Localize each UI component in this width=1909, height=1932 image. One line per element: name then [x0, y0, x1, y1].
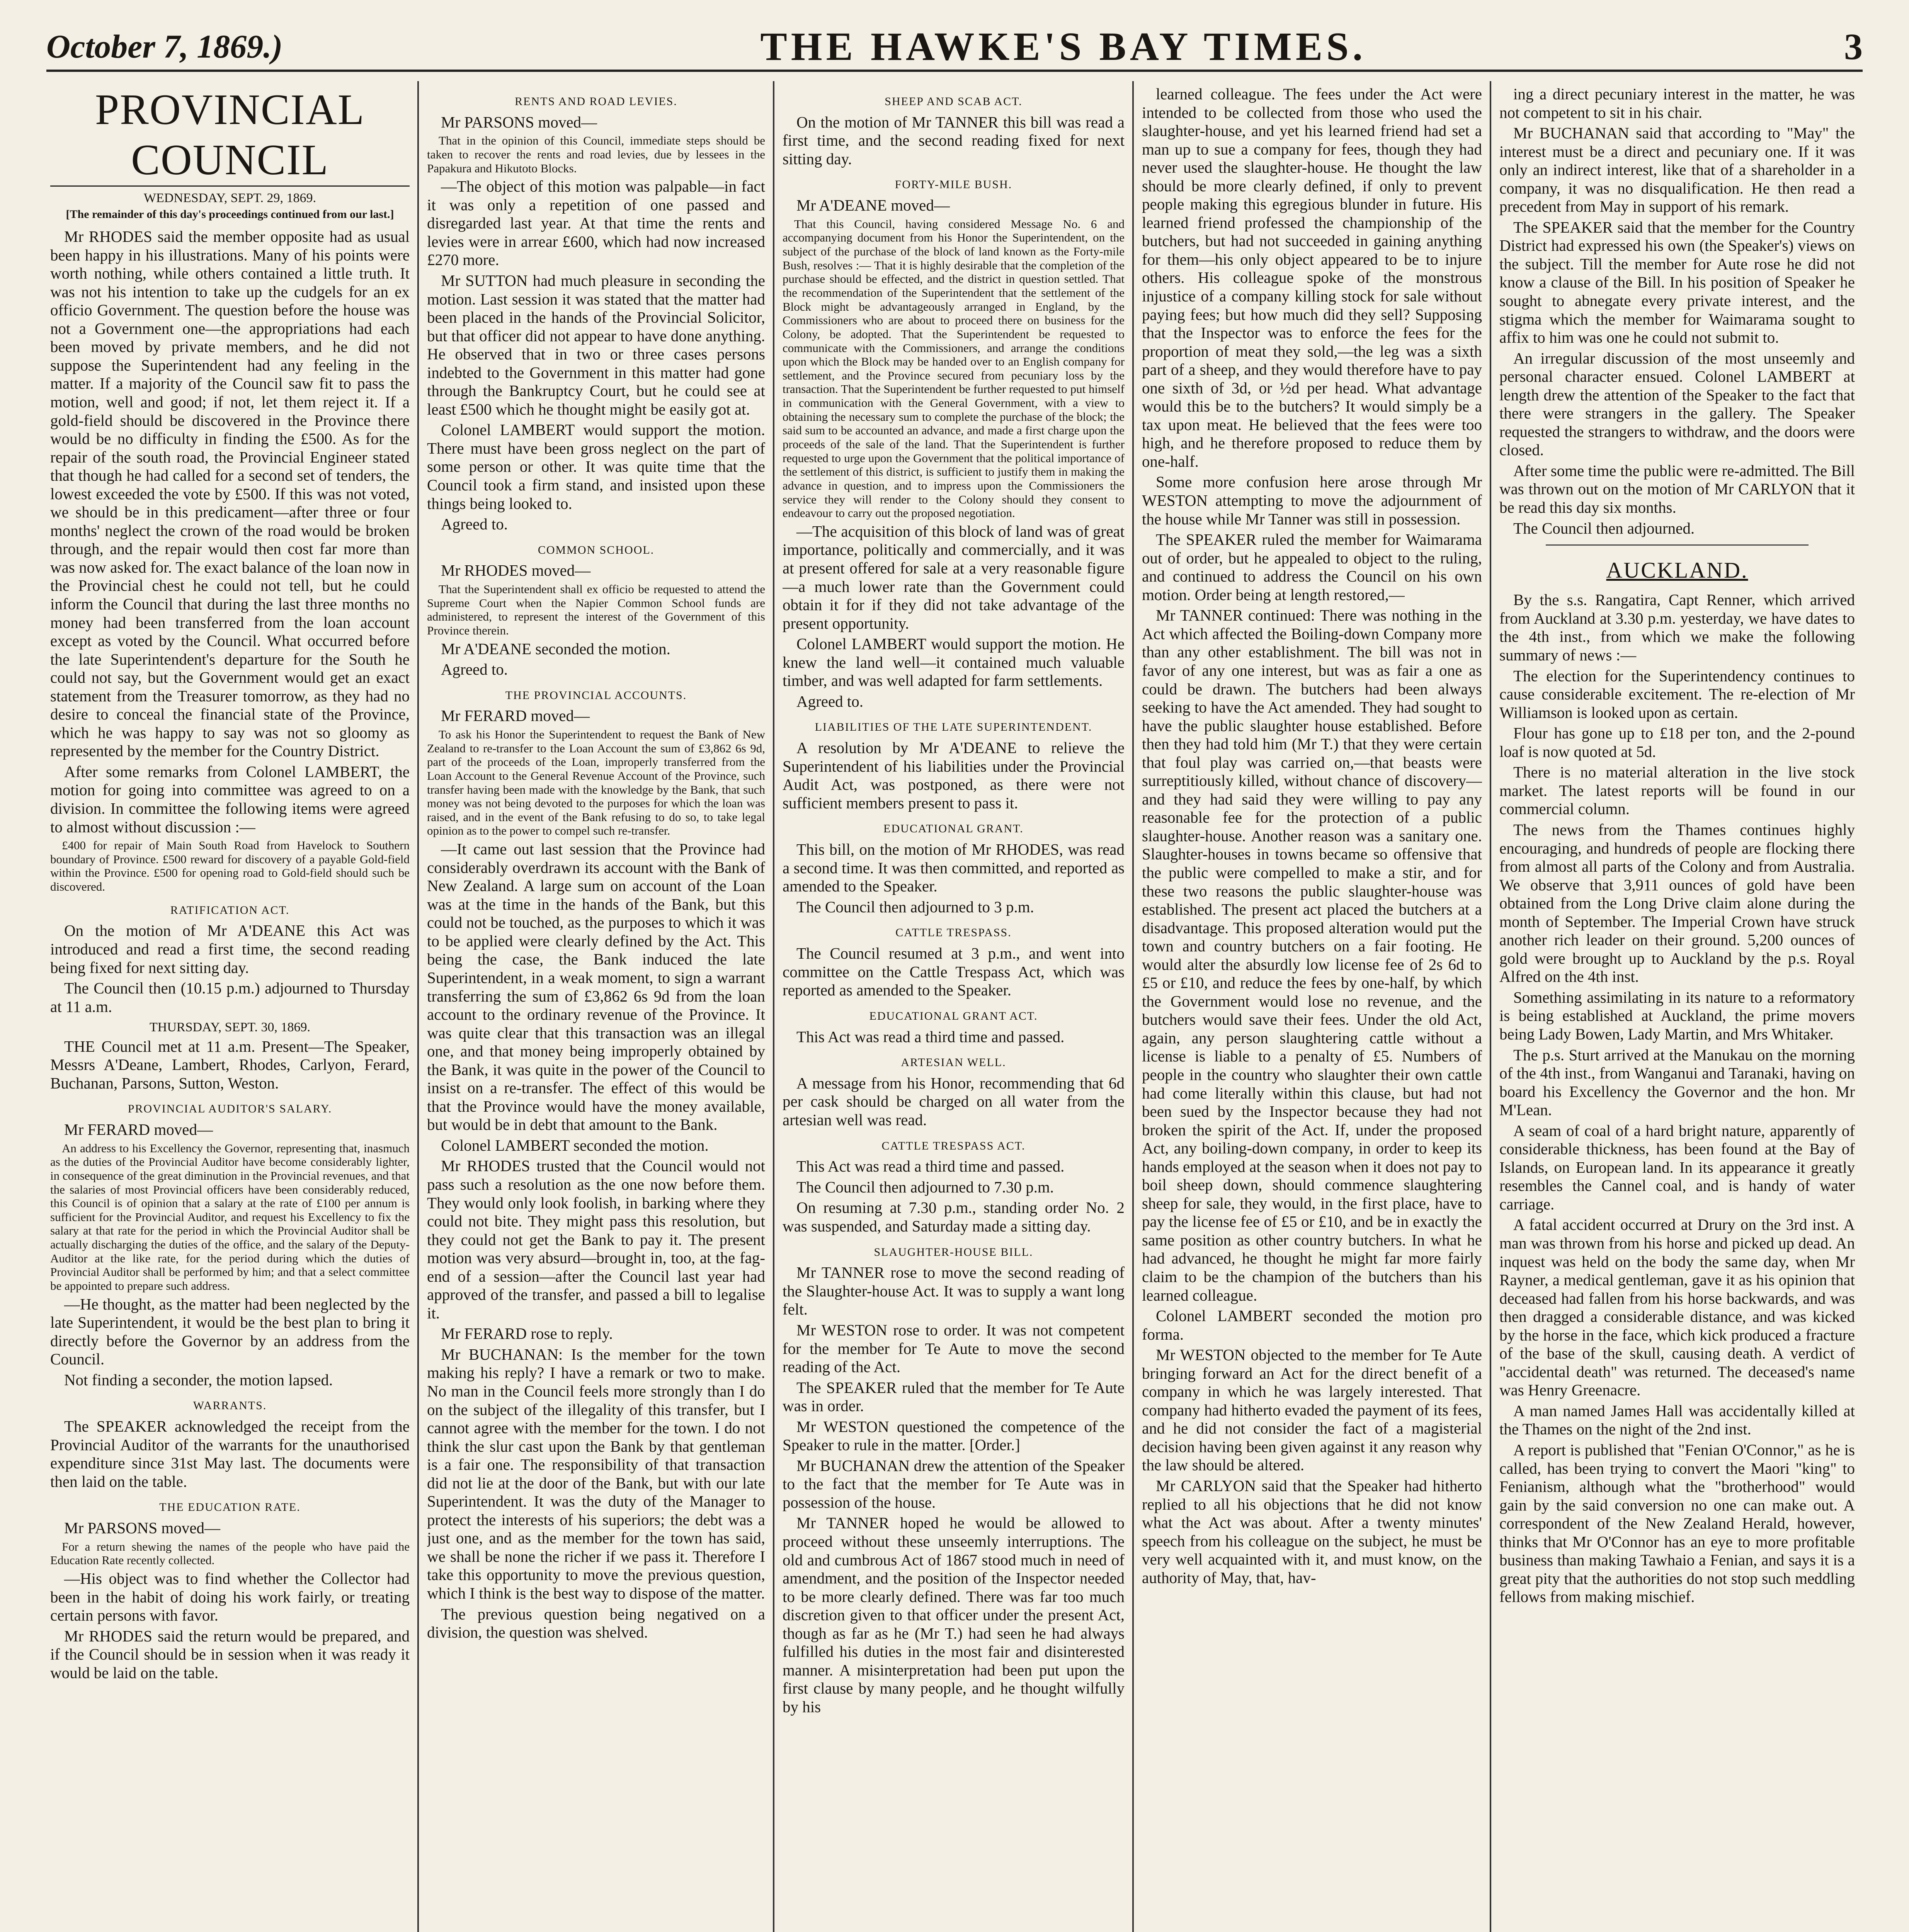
dateline: WEDNESDAY, SEPT. 29, 1869. [143, 190, 316, 205]
mover: Mr PARSONS moved— [441, 113, 597, 131]
column-2 [427, 85, 765, 1932]
subheading: LIABILITIES OF THE LATE SUPERINTENDENT. [815, 721, 1092, 734]
column-rule [1490, 81, 1491, 1932]
mover: Mr A'DEANE moved— [796, 196, 950, 214]
paragraph: —He thought, as the matter had been neglected by the late Superintendent, it would be the best plan to bring it directly before the Governor by an address from the Council. [50, 1295, 410, 1368]
paragraph: This Act was read a third time and passed. [796, 1157, 1065, 1175]
column-rule [417, 81, 419, 1932]
column-5 [1499, 85, 1855, 1932]
paragraph: Agreed to. [441, 515, 508, 533]
paragraph: The Council then adjourned to 3 p.m. [796, 898, 1034, 916]
paragraph: Mr TANNER rose to move the second reading of the Slaughter-house Act. It was to supply a want long felt. [783, 1264, 1125, 1318]
paragraph: Mr TANNER continued: There was nothing in the Act which affected the Boiling-down Company more than any other establishment. The bill was not in favor of any one interest, but was as fair a one as could be drawn. The butchers had been always seeking to have the Act amended. They had sought to have the public slaughter house established. Before then they had told him (Mr T.) that they were certain that foul play was carried on,—that beasts were surreptitiously killed, without chance of discovery—and they had said they were willing to pay any reasonable fee for the protection of a public slaughter-house. Another reason was a sanitary one. Slaughter-houses in towns became so offensive that the public were compelled to make a stir, and for these two reasons the public slaughter-house was established. The present act placed the butchers at a disadvantage. This proposed alteration would put the town and country butchers on a fair footing. He would alter the absurdly low license fee of 2s 6d to £5 or £10, and reduce the fees by one-half, by which the Government would lose no revenue, and the butchers would save their fees. Under the old Act, again, any person slaughtering cattle without a license is liable to a penalty of £5. Numbers of people in the country who slaughter their own cattle had come literally within this clause, but had not been sued by the Inspector because they had not broken the spirit of the Act. If, under the proposed Act, any boiling-down company, in order to keep its hands employed at the season when it does not pay to boil sheep down, should commence slaughtering sheep for sale, they would, in the first place, have to pay the license fee of £5 or £10, and be in exactly the same position as other country butchers. In what he had advanced, he thought he might far more fairly claim to be the champion of the butchers than his learned colleague. [1142, 606, 1482, 1304]
paragraph: There is no material alteration in the live stock market. The latest reports will be found in our commercial column. [1499, 763, 1855, 818]
paragraph: Mr RHODES said the member opposite had as usual been happy in his illustrations. Many of his points were worth nothing, while others contained a little truth. It was not his intention to take up the cudgels for an ex officio Government. The question before the house was not a Government one—the appropriations had each been moved by private members, and he did not suppose the Superintendent had any feeling in the matter. If a majority of the Council saw fit to pass the motion, well and good; if not, let them reject it. If a gold-field should be discovered in the Province there would be no difficulty in finding the £500. As for the repair of the south road, the Provincial Engineer stated that though he had called for a second set of tenders, the lowest exceeded the vote by £500. If this was not voted, we should be in this predicament—after three or four months' neglect the crown of the road would be broken through, and the repair would then cost far more than was now asked for. The exact balance of the loan now in the Provincial chest he could not tell, but he could inform the Council that during the last three months no money had been transferred from the loan account except as voted by the Council. What occurred before the late Superintendent's departure for the South he could not say, but the Government would get an exact statement from the Treasurer tomorrow, as they had no desire to conceal the financial state of the Province, which he was happy to say was not so gloomy as represented by the member for the Country District. [50, 228, 410, 760]
subheading: ARTESIAN WELL. [901, 1056, 1006, 1069]
section-divider [1546, 544, 1809, 546]
motion-text: That the Superintendent shall ex officio be requested to attend the Supreme Court when the Napier Common School funds are administered, to represent the interest of the Government of this Province therein. [427, 582, 765, 637]
paragraph: Mr A'DEANE seconded the motion. [441, 639, 670, 658]
paragraph: Something assimilating in its nature to a reformatory is being established at Auckland, the prime movers being Lady Bowen, Lady Martin, and Mrs Whitaker. [1499, 988, 1855, 1043]
section-heading: PROVINCIAL COUNCIL [50, 85, 410, 187]
section-heading: AUCKLAND. [1606, 558, 1748, 583]
subheading: SHEEP AND SCAB ACT. [885, 95, 1023, 108]
paragraph: The SPEAKER said that the member for the Country District had expressed his own (the Speaker's) views on the subject. Till the member for Aute rose he did not know a clause of the Bill. In his position of Speaker he sought to abnegate every private interest, and the stigma which the member for Waimarama sought to affix to him was one he could not submit to. [1499, 218, 1855, 347]
column-rule [773, 81, 774, 1932]
mover: Mr FERARD moved— [441, 707, 590, 725]
paragraph: Colonel LAMBERT would support the motion. He knew the land well—it contained much valuable timber, and was well adapted for farm settlements. [783, 635, 1125, 690]
paragraph: This bill, on the motion of Mr RHODES, was read a second time. It was then committed, and reported as amended to the Speaker. [783, 840, 1125, 895]
paragraph: Mr TANNER hoped he would be allowed to proceed without these unseemly interruptions. The old and cumbrous Act of 1867 stood much in need of amendment, and the position of the Inspector needed to be more clearly defined. There was far too much discretion given to that officer under the present Act, though as far as he (Mr T.) had seen he had always fulfilled his duties in the most fair and disinterested manner. A misinterpretation had been put upon the first clause by many people, and he thought wilfully by his [783, 1514, 1125, 1716]
paragraph: Flour has gone up to £18 per ton, and the 2-pound loaf is now quoted at 5d. [1499, 724, 1855, 760]
paragraph: Agreed to. [796, 692, 864, 710]
subheading: EDUCATIONAL GRANT. [883, 822, 1024, 835]
paragraph: An irregular discussion of the most unseemly and personal character ensued. Colonel LAMBERT at length drew the attention of the Speaker to the fact that there were strangers in the gallery. The Speaker requested the strangers to withdraw, and the doors were closed. [1499, 349, 1855, 459]
paragraph: The Council resumed at 3 p.m., and went into committee on the Cattle Trespass Act, which was reported as amended to the Speaker. [783, 944, 1125, 999]
paragraph: The Council then (10.15 p.m.) adjourned to Thursday at 11 a.m. [50, 979, 410, 1015]
subheading: FORTY-MILE BUSH. [895, 178, 1012, 191]
paragraph: A report is published that "Fenian O'Connor," as he is called, has been trying to convert the Maori "king" to Fenianism, although what the "brotherhood" would gain by the said conversion no one can make out. A correspondent of the New Zealand Herald, however, thinks that Mr O'Connor has an eye to more profitable business than making Tawhaio a Fenian, and says it is a great pity that the authorities do not stop such meddling fellows from making mischief. [1499, 1441, 1855, 1606]
subheading: WARRANTS. [193, 1399, 267, 1412]
paragraph: A man named James Hall was accidentally killed at the Thames on the night of the 2nd inst. [1499, 1401, 1855, 1438]
paragraph: By the s.s. Rangatira, Capt Renner, which arrived from Auckland at 3.30 p.m. yesterday, we have dates to the 4th inst., from which we make the following summary of news :— [1499, 591, 1855, 664]
motion-text: To ask his Honor the Superintendent to request the Bank of New Zealand to re-transfer to the Loan Account the sum of £3,862 6s 9d, part of the proceeds of the Loan, improperly transferred from the Loan Account to the General Revenue Account of the Province, such transfer having been made with the knowledge by the Bank, that such money was not being devoted to the purposes for which the loan was raised, and in the event of the Bank refusing to do so, to take legal opinion as to the power to compel such re-transfer. [427, 728, 765, 838]
paragraph: A seam of coal of a hard bright nature, apparently of considerable thickness, has been found at the Bay of Islands, on European land. In its appearance it greatly resembles the Cannel coal, and is handy of water carriage. [1499, 1121, 1855, 1213]
motion-text: An address to his Excellency the Governor, representing that, inasmuch as the duties of the Provincial Auditor have become considerably lighter, in consequence of the great diminution in the Provincial revenues, and that the salaries of most Provincial officers have been considerably reduced, this Council is of opinion that a salary at the rate of £100 per annum is sufficient for the Provincial Auditor, and request his Excellency to fix the salary at that rate for the period in which the Provincial Auditor shall be actually discharging the duties of the office, and the salary of the Deputy-Auditor at the like rate, for the period during which the duties of Provincial Auditor shall be performed by him; and that a select committee be appointed to prepare such address. [50, 1141, 410, 1293]
paragraph: —The object of this motion was palpable—in fact it was only a repetition of one passed and disregarded last year. At that time the rents and levies were in arrear £600, which had now increased £270 more. [427, 177, 765, 269]
motion-text: For a return shewing the names of the people who have paid the Education Rate recently collected. [50, 1539, 410, 1567]
paragraph: The previous question being negatived on a division, the question was shelved. [427, 1605, 765, 1641]
paragraph: Colonel LAMBERT seconded the motion pro forma. [1142, 1307, 1482, 1343]
paragraph: The news from the Thames continues highly encouraging, and hundreds of people are flocking there from almost all parts of the Colony and from Australia. We observe that 3,911 ounces of gold have been obtained from the Long Drive claim alone during the month of September. The Imperial Crown have struck another rich leader on their ground. 5,200 ounces of gold were brought up to Auckland by the p.s. Royal Alfred on the 4th inst. [1499, 820, 1855, 986]
issue-date: October 7, 1869.) [46, 28, 283, 65]
column-rule [1132, 81, 1134, 1932]
paragraph: THE Council met at 11 a.m. Present—The Speaker, Messrs A'Deane, Lambert, Rhodes, Carlyon, Ferard, Buchanan, Parsons, Sutton, Weston. [50, 1037, 410, 1092]
paragraph: The SPEAKER ruled the member for Waimarama out of order, but he appealed to object to the ruling, and continued to address the Council on his own motion. Order being at length restored,— [1142, 531, 1482, 604]
paragraph: A fatal accident occurred at Drury on the 3rd inst. A man was thrown from his horse and picked up dead. An inquest was held on the body the same day, when Mr Rayner, a medical gentleman, gave it as his opinion that deceased had fallen from his horse backwards, and was then dragged a considerable distance, and was kicked by the horse in the face, which kick produced a fracture of the base of the skull, causing death. A verdict of "accidental death" was returned. The deceased's name was Henry Greenacre. [1499, 1216, 1855, 1399]
paragraph: On resuming at 7.30 p.m., standing order No. 2 was suspended, and Saturday made a sitting day. [783, 1199, 1125, 1235]
paragraph: A message from his Honor, recommending that 6d per cask should be charged on all water from the artesian well was read. [783, 1074, 1125, 1129]
paragraph: Mr FERARD rose to reply. [441, 1325, 613, 1343]
newspaper-title: THE HAWKE'S BAY TIMES. [760, 24, 1367, 69]
subheading: COMMON SCHOOL. [538, 543, 655, 556]
dateline: THURSDAY, SEPT. 30, 1869. [150, 1020, 310, 1035]
paragraph: After some remarks from Colonel LAMBERT, the motion for going into committee was agreed to on a division. In committee the following items were agreed to almost without discussion :— [50, 762, 410, 836]
paragraph: Mr SUTTON had much pleasure in seconding the motion. Last session it was stated that the matter had been placed in the hands of the Provincial Solicitor, but that officer did not appear to have done anything. He observed that in two or three cases persons indebted to the Government in this matter had gone through the Bankruptcy Court, but he could see at least £500 which he thought might be easily got at. [427, 272, 765, 418]
paragraph: Agreed to. [441, 660, 508, 679]
paragraph: learned colleague. The fees under the Act were intended to be collected from those who used the slaughter-house, and yet his learned friend had set a man up to sue a company for fees, though they had never used the slaughter-house. He thought the law should be more clearly defined, if only to prevent people making this egregious blunder in future. His learned friend professed the championship of the butchers, but had not succeeded in gaining anything for them—his only object appeared to be to injure others. His colleague spoke of the monstrous injustice of a company killing stock for sale without paying fees; but how much did they sell? Supposing that the Inspector was to enforce the fees for the proportion of meat they sold,—the leg was a sixth part of a sheep, and they would therefore have to pay one sixth of 3d, or ½d per head. What advantage would this be to the butchers? It would simply be a tax upon meat. He believed that the fees were too high, and he therefore proposed to reduce them by one-half. [1142, 85, 1482, 470]
paragraph: Mr WESTON rose to order. It was not competent for the member for Te Aute to move the second reading of the Act. [783, 1321, 1125, 1376]
paragraph: —It came out last session that the Province had considerably overdrawn its account with the Bank of New Zealand. A large sum on account of the Loan was at the time in the hands of the Bank, but this could not be touched, as the purposes to which it was to be applied were clearly defined by the Act. This being the case, the Bank induced the late Superintendent, in a weak moment, to sign a warrant transferring the sum of £3,862 6s 9d from the loan account to the ordinary revenue of the Province. It was quite clear that this transaction was an illegal one, and that money being improperly obtained by the Bank, it was quite in the power of the Council to insist on a re-transfer. The effect of this would be that the Province would have the money available, but would be in debt that amount to the Bank. [427, 840, 765, 1134]
subheading: CATTLE TRESPASS ACT. [881, 1139, 1026, 1152]
paragraph: A resolution by Mr A'DEANE to relieve the Superintendent of his liabilities under the Provincial Audit Act, was postponed, as there were not sufficient members present to pass it. [783, 739, 1125, 812]
subheading: RENTS AND ROAD LEVIES. [515, 95, 677, 108]
subheading: THE EDUCATION RATE. [159, 1501, 301, 1514]
paragraph: Colonel LAMBERT seconded the motion. [441, 1136, 709, 1154]
paragraph: After some time the public were re-admitted. The Bill was thrown out on the motion of Mr CARLYON that it be read this day six months. [1499, 461, 1855, 517]
paragraph: The election for the Superintendency continues to cause considerable excitement. The re-election of Mr Williamson is looked upon as certain. [1499, 667, 1855, 721]
paragraph: Mr WESTON objected to the member for Te Aute bringing forward an Act for the direct benefit of a company in which he was largely interested. That company had hitherto evaded the payment of its fees, and he did not consider the fact of a magisterial decision having been given against it any reason why the law should be altered. [1142, 1346, 1482, 1474]
paragraph: The Council then adjourned to 7.30 p.m. [796, 1178, 1054, 1196]
paragraph: On the motion of Mr TANNER this bill was read a first time, and the second reading fixed for next sitting day. [783, 113, 1125, 168]
paragraph: The Council then adjourned. [1513, 519, 1695, 537]
subheading: RATIFICATION ACT. [170, 903, 290, 917]
subheading: PROVINCIAL AUDITOR'S SALARY. [128, 1102, 332, 1116]
paragraph: Mr BUCHANAN said that according to "May" the interest must be a direct and pecuniary one. If it was only an indirect interest, like that of a shareholder in a company, it was no disqualification. He then read a precedent from May in support of his remark. [1499, 124, 1855, 216]
paragraph: Some more confusion here arose through Mr WESTON attempting to move the adjournment of the house while Mr Tanner was still in possession. [1142, 473, 1482, 528]
column-3 [783, 85, 1125, 1932]
mover: Mr RHODES moved— [441, 561, 591, 580]
mover: Mr PARSONS moved— [64, 1519, 221, 1537]
motion-text: That this Council, having considered Message No. 6 and accompanying document from his Honor the Superintendent, on the subject of the purchase of the block of land known as the Forty-mile Bush, resolves :— That it is highly desirable that the completion of the purchase should be effected, and the district in question settled. That the recommendation of the Superintendent that the settlement of the Block might be advantageously arranged in England, by the Commissioners who are about to proceed there on business for the Colony, be adopted. That the Superintendent be requested to communicate with the Commissioners, and arrange the conditions upon which the Block may be handed over to an English company for settlement, and the Province secured from pecuniary loss by the transaction. That the Superintendent be further requested to put himself in communication with the General Government, with a view to obtaining the necessary sum to complete the purchase of the block; the said sum to be accounted an advance, and made a first charge upon the proceeds of the sale of the land. That the Superintendent is further requested to urge upon the Government that the political importance of the settlement of this district, is sufficient to justify them in making the advance in question, and to impress upon the Commissioners the service they will render to the Colony should they consent to endeavour to carry out the proposed negotiation. [783, 217, 1125, 520]
paragraph: Mr RHODES trusted that the Council would not pass such a resolution as the one now before them. They would only look foolish, in barking where they could not bite. They might pass this resolution, but they could not get the Bank to pay it. The present motion was very absurd—brought in, too, at the fag-end of a session—after the Council last year had approved of the transfer, and passed a bill to legalise it. [427, 1157, 765, 1322]
paragraph: This Act was read a third time and passed. [796, 1027, 1065, 1046]
subheading: SLAUGHTER-HOUSE BILL. [874, 1245, 1033, 1259]
paragraph: Mr BUCHANAN drew the attention of the Speaker to the fact that the member for Te Aute was in possession of the house. [783, 1456, 1125, 1511]
paragraph: Mr WESTON questioned the competence of the Speaker to rule in the matter. [Order.] [783, 1417, 1125, 1454]
paragraph: The p.s. Sturt arrived at the Manukau on the morning of the 4th inst., from Wanganui and Taranaki, having on board his Excellency the Governor and the hon. Mr M'Lean. [1499, 1046, 1855, 1119]
paragraph: The SPEAKER acknowledged the receipt from the Provincial Auditor of the warrants for the unauthorised expenditure since 31st May last. The documents were then laid on the table. [50, 1417, 410, 1490]
column-4 [1142, 85, 1482, 1932]
paragraph: Mr BUCHANAN: Is the member for the town making his reply? I have a remark or two to make. No man in the Council feels more strongly than I do on the subject of the illegality of this transfer, but I cannot agree with the member for the town. I do not think the slur cast upon the Bank by that gentleman is a fair one. The responsibility of that transaction did not lie at the door of the Bank, but with our late Superintendent. It was the duty of the Manager to protect the interests of his superiors; the debt was a just one, and as the member for the town has said, we shall be none the richer if we pass it. Therefore I take this opportunity to move the previous question, which I think is the best way to dispose of the matter. [427, 1345, 765, 1602]
column-1 [50, 85, 410, 1932]
paragraph: Mr RHODES said the return would be prepared, and if the Council should be in session when it was ready it would be laid on the table. [50, 1627, 410, 1682]
items-list: £400 for repair of Main South Road from Havelock to Southern boundary of Province. £500 reward for discovery of a payable Gold-field within the Province. £500 for opening road to Gold-field should such be discovered. [50, 838, 410, 894]
paragraph: —The acquisition of this block of land was of great importance, politically and commercially, and it was at present offered for sale at a very reasonable figure—a much lower rate than the Government could obtain it for if they did not take advantage of the present opportunity. [783, 522, 1125, 632]
paragraph: Not finding a seconder, the motion lapsed. [64, 1371, 333, 1389]
paragraph: The SPEAKER ruled that the member for Te Aute was in order. [783, 1378, 1125, 1415]
editorial-note: [The remainder of this day's proceedings continued from our last.] [66, 208, 394, 221]
page-number: 3 [1844, 26, 1863, 67]
paragraph: Colonel LAMBERT would support the motion. There must have been gross neglect on the part of some person or other. It was quite time that the Council took a firm stand, and insisted upon these things being looked to. [427, 421, 765, 512]
paragraph: On the motion of Mr A'DEANE this Act was introduced and read a first time, the second reading being fixed for next sitting day. [50, 922, 410, 976]
paragraph: —His object was to find whether the Collector had been in the habit of doing his work fairly, or treating certain persons with favor. [50, 1570, 410, 1624]
paragraph: ing a direct pecuniary interest in the matter, he was not competent to sit in his chair. [1499, 85, 1855, 121]
subheading: CATTLE TRESPASS. [895, 926, 1012, 939]
subheading: THE PROVINCIAL ACCOUNTS. [505, 689, 687, 702]
paragraph: Mr CARLYON said that the Speaker had hitherto replied to all his objections that he did not know what the Act was about. After a twenty minutes' speech from his colleague on the subject, he must be very well acquainted with it, and must know, on the authority of May, that, hav- [1142, 1477, 1482, 1587]
subheading: EDUCATIONAL GRANT ACT. [869, 1009, 1038, 1022]
mover: Mr FERARD moved— [64, 1121, 213, 1139]
motion-text: That in the opinion of this Council, immediate steps should be taken to recover the rents and road levies, due by lessees in the Papakura and Hikutoto Blocks. [427, 134, 765, 175]
masthead [46, 23, 1863, 72]
